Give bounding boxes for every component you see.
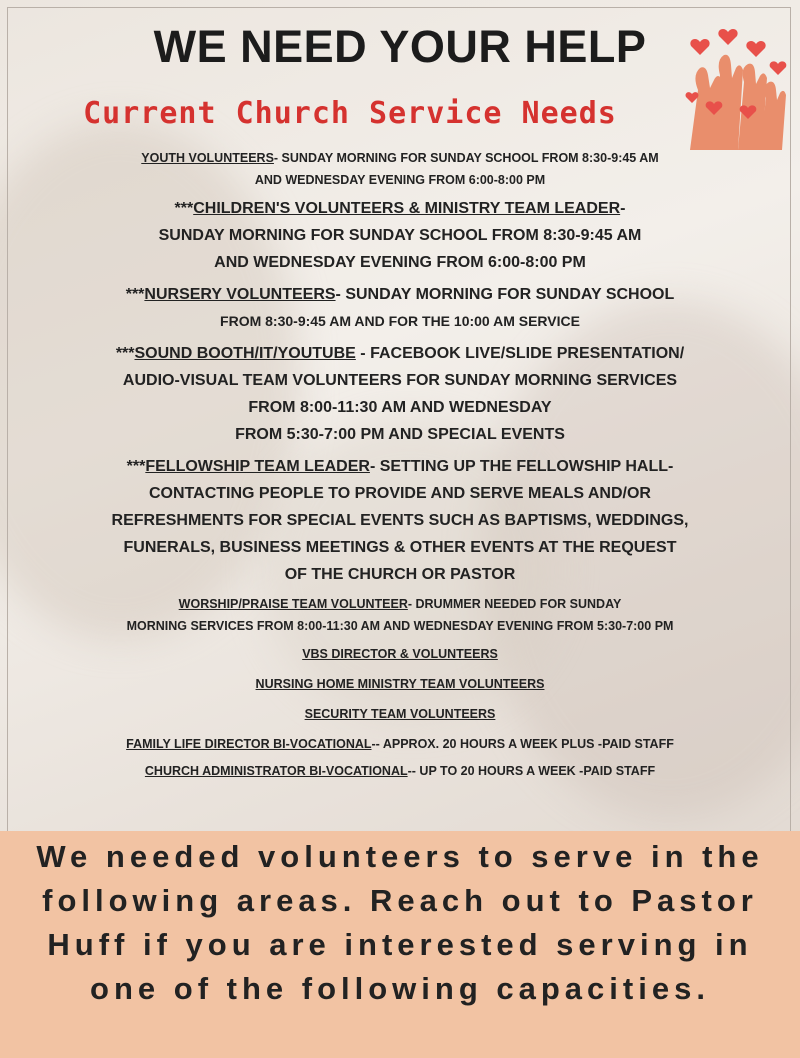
footer-band bbox=[0, 831, 800, 1058]
need-detail: FROM 8:00-11:30 AM AND WEDNESDAY bbox=[248, 399, 552, 416]
need-youth-volunteers bbox=[20, 147, 780, 191]
need-title: WORSHIP/PRAISE TEAM VOLUNTEER bbox=[178, 597, 408, 611]
need-title: VBS DIRECTOR & VOLUNTEERS bbox=[302, 647, 498, 661]
need-security-team bbox=[20, 703, 780, 725]
need-detail: MORNING SERVICES FROM 8:00-11:30 AM AND WEDNESDAY EVENING FROM 5:30-7:00 PM bbox=[126, 619, 674, 633]
need-nursing-home-ministry bbox=[20, 673, 780, 695]
need-title: SECURITY TEAM VOLUNTEERS bbox=[304, 707, 496, 721]
raised-hands-hearts-icon bbox=[670, 20, 790, 150]
need-detail: - SETTING UP THE FELLOWSHIP HALL- bbox=[369, 458, 674, 475]
need-title: FAMILY LIFE DIRECTOR BI-VOCATIONAL bbox=[126, 737, 372, 751]
need-detail: -- UP TO 20 HOURS A WEEK -PAID STAFF bbox=[407, 764, 656, 778]
need-detail: - bbox=[620, 200, 626, 217]
need-prefix: *** bbox=[125, 286, 145, 303]
need-title: CHURCH ADMINISTRATOR BI-VOCATIONAL bbox=[144, 764, 408, 778]
need-prefix: *** bbox=[115, 345, 135, 362]
need-church-administrator bbox=[20, 760, 780, 782]
need-detail: FROM 8:30-9:45 AM AND FOR THE 10:00 AM SERVICE bbox=[220, 313, 580, 329]
page-subtitle: Current Church Service Needs bbox=[83, 96, 617, 131]
need-detail: AUDIO-VISUAL TEAM VOLUNTEERS FOR SUNDAY MORNING SERVICES bbox=[122, 372, 678, 389]
need-prefix: *** bbox=[126, 458, 146, 475]
need-title: FELLOWSHIP TEAM LEADER bbox=[145, 458, 370, 475]
need-detail: SUNDAY MORNING FOR SUNDAY SCHOOL FROM 8:30-9:45 AM bbox=[158, 227, 642, 244]
needs-list bbox=[20, 147, 780, 785]
need-prefix: *** bbox=[174, 200, 194, 217]
need-detail: -- APPROX. 20 HOURS A WEEK PLUS -PAID STAFF bbox=[371, 737, 674, 751]
need-fellowship-team-leader bbox=[20, 453, 780, 588]
need-detail: CONTACTING PEOPLE TO PROVIDE AND SERVE MEALS AND/OR bbox=[149, 485, 651, 502]
need-nursery-volunteers bbox=[20, 281, 780, 335]
need-detail: - FACEBOOK LIVE/SLIDE PRESENTATION/ bbox=[355, 345, 685, 362]
need-detail: FUNERALS, BUSINESS MEETINGS & OTHER EVENTS AT THE REQUEST bbox=[123, 539, 677, 556]
need-title: NURSERY VOLUNTEERS bbox=[144, 286, 336, 303]
need-title: CHILDREN'S VOLUNTEERS & MINISTRY TEAM LEADER bbox=[193, 200, 621, 217]
need-childrens-volunteers bbox=[20, 195, 780, 276]
need-title: SOUND BOOTH/IT/YOUTUBE bbox=[134, 345, 356, 362]
need-detail: - SUNDAY MORNING FOR SUNDAY SCHOOL FROM 8:30-9:45 AM bbox=[273, 151, 659, 165]
need-sound-booth bbox=[20, 340, 780, 448]
need-detail: AND WEDNESDAY EVENING FROM 6:00-8:00 PM bbox=[214, 254, 586, 271]
need-detail: FROM 5:30-7:00 PM AND SPECIAL EVENTS bbox=[235, 426, 565, 443]
need-family-life-director bbox=[20, 733, 780, 755]
need-title: YOUTH VOLUNTEERS bbox=[141, 151, 274, 165]
need-worship-team-volunteer bbox=[20, 593, 780, 637]
need-detail: REFRESHMENTS FOR SPECIAL EVENTS SUCH AS BAPTISMS, WEDDINGS, bbox=[111, 512, 689, 529]
need-detail: - SUNDAY MORNING FOR SUNDAY SCHOOL bbox=[335, 286, 675, 303]
need-detail: - DRUMMER NEEDED FOR SUNDAY bbox=[407, 597, 622, 611]
footer-message: We needed volunteers to serve in the following areas. Reach out to Pastor Huff if you are interested serving in one of the following capacities. bbox=[36, 839, 764, 1006]
need-detail: OF THE CHURCH OR PASTOR bbox=[284, 566, 516, 583]
page-title: WE NEED YOUR HELP bbox=[153, 21, 647, 72]
need-detail: AND WEDNESDAY EVENING FROM 6:00-8:00 PM bbox=[254, 173, 546, 187]
need-title: NURSING HOME MINISTRY TEAM VOLUNTEERS bbox=[255, 677, 545, 691]
need-vbs-director bbox=[20, 643, 780, 665]
